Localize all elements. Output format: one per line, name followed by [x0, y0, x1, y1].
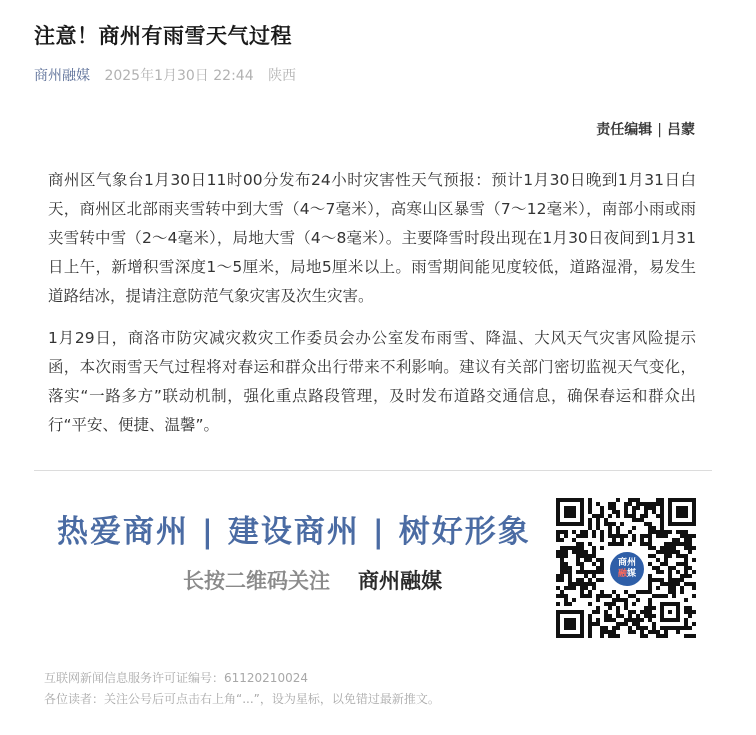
divider [34, 470, 712, 471]
editor-credit [596, 119, 695, 139]
qr-logo-badge [608, 550, 646, 588]
article-meta [34, 65, 296, 85]
badge-line2 [618, 569, 636, 580]
reader-notice: 各位读者：关注公号后可点击右上角“...”，设为星标，以免错过最新推文。 [44, 692, 440, 706]
article-title: 注意！商州有雨雪天气过程 [34, 24, 292, 48]
banner-follow [183, 565, 442, 595]
banner-slogan: 热爱商州 | 建设商州 | 树好形象 [57, 514, 531, 550]
source-account-link[interactable]: 商州融媒 [34, 68, 90, 84]
publish-location: 陕西 [268, 68, 297, 84]
editor-name: 吕蒙 [667, 122, 695, 138]
editor-label: 责任编辑 [596, 122, 653, 138]
badge-char-rong: 融 [617, 569, 627, 579]
account-name: 商州融媒 [358, 569, 442, 593]
badge-line1: 商州 [617, 558, 636, 568]
follow-prompt: 长按二维码关注 [183, 569, 330, 593]
license-text: 互联网新闻信息服务许可证编号：61120210024 [44, 671, 308, 685]
article-paragraph: 商州区气象台1月30日11时00分发布24小时灾害性天气预报：预计1月30日晚到1月31日白天，商州区北部雨夹雪转中到大雪（4～7毫米），高寒山区暴雪（7～12毫米），南部小雨或雨夹雪转中雪（2～4毫米），局地大雪（4～8毫米）。主要降雪时段出现在1月30日夜间到1月31日上午，新增积雪深度1～5厘米，局地5厘米以上。雨雪期间能见度较低，道路湿滑，易发生道路结冰，提请注意防范气象灾害及次生灾害。 [48, 171, 696, 305]
publish-time: 2025年1月30日 22:44 [104, 68, 254, 84]
editor-separator: | [657, 122, 662, 138]
article-paragraph: 1月29日，商洛市防灾减灾救灾工作委员会办公室发布雨雪、降温、大风天气灾害风险提示函，本次雨雪天气过程将对春运和群众出行带来不利影响。建议有关部门密切监视天气变化，落实“一路多方”联动机制，强化重点路段管理，及时发布道路交通信息，确保春运和群众出行“平安、便捷、温馨”。 [48, 329, 696, 434]
badge-char-mei: 媒 [627, 569, 637, 579]
